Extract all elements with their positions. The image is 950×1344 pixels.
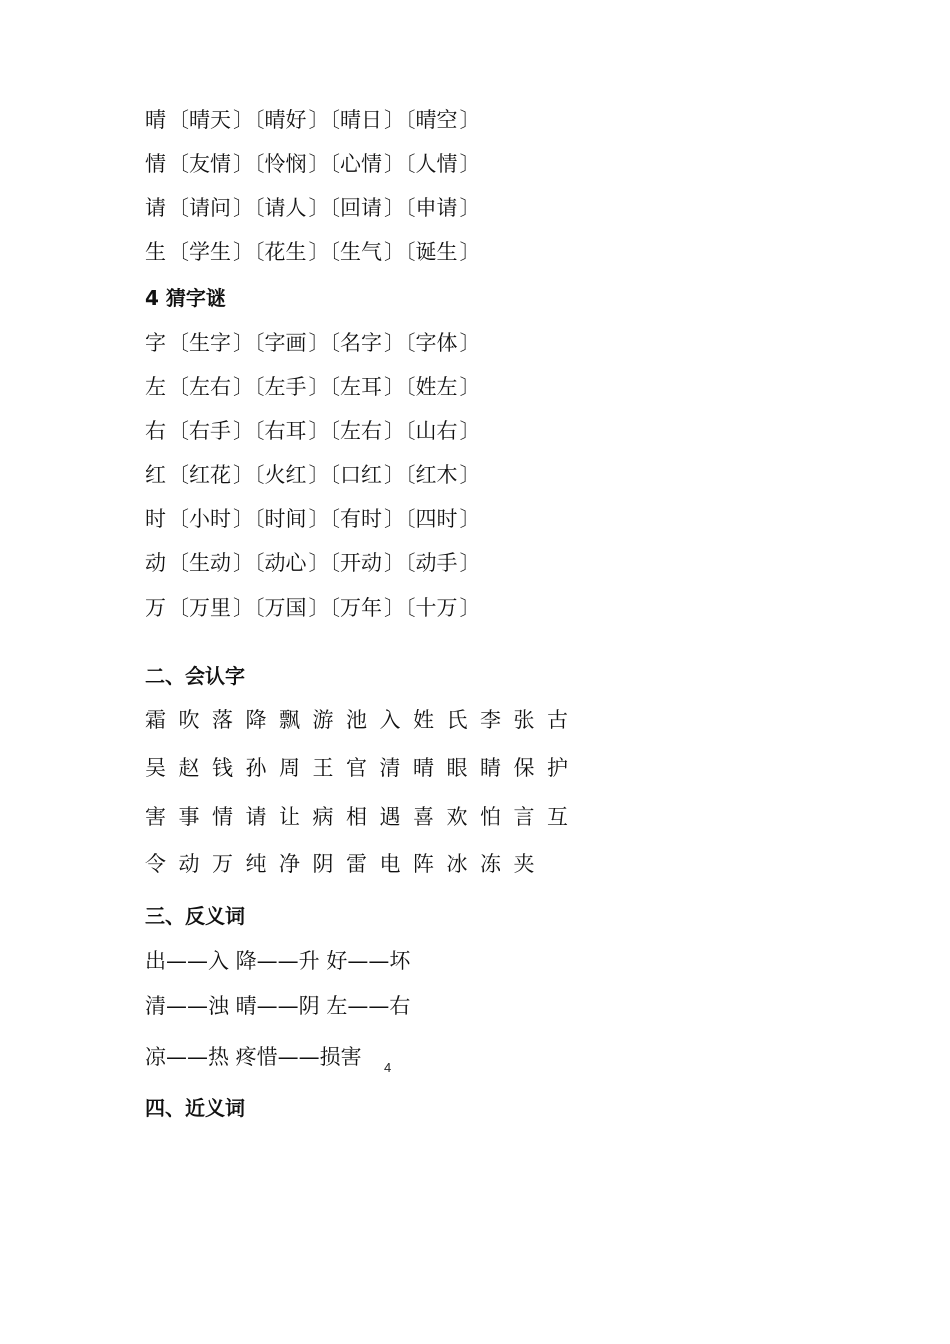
char: 雷 bbox=[346, 852, 367, 876]
char: 游 bbox=[312, 708, 334, 732]
char: 净 bbox=[279, 852, 300, 876]
char: 令 bbox=[145, 852, 166, 876]
antonym-line: 凉——热 疼惜——损害 bbox=[145, 1045, 362, 1069]
word: 生动 bbox=[189, 551, 231, 575]
word: 姓左 bbox=[415, 375, 458, 399]
char: 让 bbox=[279, 805, 300, 829]
word: 友情 bbox=[189, 152, 231, 176]
char: 古 bbox=[547, 708, 568, 732]
char: 请 bbox=[245, 805, 267, 829]
word: 开动 bbox=[340, 551, 382, 575]
char: 保 bbox=[513, 756, 535, 780]
char: 冻 bbox=[480, 852, 501, 876]
char: 姓 bbox=[413, 708, 434, 732]
char: 李 bbox=[480, 708, 501, 732]
row-char: 左 bbox=[145, 375, 166, 399]
word-row: 红〔红花〕〔火红〕〔口红〕〔红木〕 bbox=[145, 463, 481, 487]
char: 怕 bbox=[480, 805, 501, 829]
char: 纯 bbox=[245, 852, 267, 876]
word: 晴好 bbox=[264, 108, 307, 132]
char: 病 bbox=[312, 805, 334, 829]
char: 喜 bbox=[413, 805, 434, 829]
char: 眼 bbox=[446, 756, 468, 780]
word-row: 字〔生字〕〔字画〕〔名字〕〔字体〕 bbox=[145, 331, 481, 355]
word-row: 晴〔晴天〕〔晴好〕〔晴日〕〔晴空〕 bbox=[145, 108, 481, 132]
word: 心情 bbox=[340, 152, 382, 176]
word: 口红 bbox=[340, 463, 382, 487]
word-row: 时〔小时〕〔时间〕〔有时〕〔四时〕 bbox=[145, 507, 481, 531]
word: 万年 bbox=[340, 596, 382, 620]
row-char: 动 bbox=[145, 551, 166, 575]
char: 吹 bbox=[178, 708, 200, 732]
word: 动手 bbox=[415, 551, 458, 575]
word: 山右 bbox=[415, 419, 458, 443]
char: 夹 bbox=[513, 852, 535, 876]
row-char: 请 bbox=[145, 196, 166, 220]
char: 事 bbox=[178, 805, 200, 829]
word: 花生 bbox=[264, 240, 307, 264]
char: 电 bbox=[379, 852, 401, 876]
row-char: 时 bbox=[145, 507, 166, 531]
char: 落 bbox=[212, 708, 233, 732]
char-row bbox=[145, 803, 581, 831]
word-row: 右〔右手〕〔右耳〕〔左右〕〔山右〕 bbox=[145, 419, 481, 443]
word-row: 情〔友情〕〔怜悯〕〔心情〕〔人情〕 bbox=[145, 152, 481, 176]
row-char: 晴 bbox=[145, 108, 166, 132]
word-row: 左〔左右〕〔左手〕〔左耳〕〔姓左〕 bbox=[145, 375, 481, 399]
word-row: 请〔请问〕〔请人〕〔回请〕〔申请〕 bbox=[145, 196, 481, 220]
word: 右手 bbox=[189, 419, 231, 443]
row-char: 万 bbox=[145, 596, 166, 620]
char: 飘 bbox=[279, 708, 300, 732]
char: 欢 bbox=[446, 805, 468, 829]
section-heading-riddle: 4 猜字谜 bbox=[145, 286, 226, 310]
word: 生气 bbox=[340, 240, 382, 264]
section-heading-synonyms: 四、近义词 bbox=[145, 1096, 245, 1120]
word: 晴日 bbox=[340, 108, 382, 132]
char: 赵 bbox=[178, 756, 200, 780]
word: 小时 bbox=[189, 507, 231, 531]
row-char: 情 bbox=[145, 152, 166, 176]
char: 张 bbox=[513, 708, 535, 732]
char: 护 bbox=[547, 756, 568, 780]
char-row bbox=[145, 850, 547, 878]
section-heading-recognize: 二、会认字 bbox=[145, 664, 245, 688]
antonym-line: 清——浊 晴——阴 左——右 bbox=[145, 994, 411, 1018]
char: 冰 bbox=[446, 852, 468, 876]
word: 申请 bbox=[415, 196, 458, 220]
char: 睛 bbox=[480, 756, 501, 780]
char: 池 bbox=[346, 708, 367, 732]
word: 右耳 bbox=[264, 419, 307, 443]
char: 钱 bbox=[212, 756, 233, 780]
char-row bbox=[145, 754, 581, 782]
word: 请问 bbox=[189, 196, 231, 220]
word: 怜悯 bbox=[264, 152, 307, 176]
word: 生字 bbox=[189, 331, 231, 355]
word: 万里 bbox=[189, 596, 231, 620]
char: 氏 bbox=[446, 708, 468, 732]
char: 万 bbox=[212, 852, 233, 876]
char: 阵 bbox=[413, 852, 434, 876]
char: 王 bbox=[312, 756, 334, 780]
word: 四时 bbox=[415, 507, 458, 531]
word: 万国 bbox=[264, 596, 307, 620]
word-row: 生〔学生〕〔花生〕〔生气〕〔诞生〕 bbox=[145, 240, 481, 264]
word: 红木 bbox=[415, 463, 458, 487]
word: 晴天 bbox=[189, 108, 231, 132]
word: 有时 bbox=[340, 507, 382, 531]
word: 时间 bbox=[264, 507, 307, 531]
word: 字体 bbox=[415, 331, 458, 355]
word: 红花 bbox=[189, 463, 231, 487]
char: 言 bbox=[513, 805, 535, 829]
word: 左手 bbox=[264, 375, 307, 399]
row-char: 生 bbox=[145, 240, 166, 264]
word: 回请 bbox=[340, 196, 382, 220]
word: 人情 bbox=[415, 152, 458, 176]
word: 诞生 bbox=[415, 240, 458, 264]
char: 官 bbox=[346, 756, 367, 780]
char: 动 bbox=[178, 852, 200, 876]
char: 相 bbox=[346, 805, 367, 829]
char: 入 bbox=[379, 708, 401, 732]
word: 请人 bbox=[264, 196, 307, 220]
char: 害 bbox=[145, 805, 166, 829]
char: 吴 bbox=[145, 756, 166, 780]
char: 周 bbox=[279, 756, 300, 780]
antonym-line: 出——入 降——升 好——坏 bbox=[145, 949, 411, 973]
word: 十万 bbox=[415, 596, 458, 620]
char: 情 bbox=[212, 805, 233, 829]
word: 左耳 bbox=[340, 375, 382, 399]
char: 遇 bbox=[379, 805, 401, 829]
row-char: 右 bbox=[145, 419, 166, 443]
char: 霜 bbox=[145, 708, 166, 732]
section-heading-antonyms: 三、反义词 bbox=[145, 904, 245, 928]
word: 左右 bbox=[340, 419, 382, 443]
row-char: 字 bbox=[145, 331, 166, 355]
char: 孙 bbox=[245, 756, 267, 780]
char: 降 bbox=[245, 708, 267, 732]
word-row: 万〔万里〕〔万国〕〔万年〕〔十万〕 bbox=[145, 596, 481, 620]
word: 火红 bbox=[264, 463, 307, 487]
char-row bbox=[145, 706, 581, 734]
char: 阴 bbox=[312, 852, 334, 876]
row-char: 红 bbox=[145, 463, 166, 487]
char: 清 bbox=[379, 756, 401, 780]
char: 互 bbox=[547, 805, 568, 829]
word: 名字 bbox=[340, 331, 382, 355]
word: 学生 bbox=[189, 240, 231, 264]
word-row: 动〔生动〕〔动心〕〔开动〕〔动手〕 bbox=[145, 551, 481, 575]
word: 左右 bbox=[189, 375, 231, 399]
word: 晴空 bbox=[415, 108, 458, 132]
word: 字画 bbox=[264, 331, 307, 355]
page-number: 4 bbox=[384, 1060, 392, 1075]
word: 动心 bbox=[264, 551, 307, 575]
char: 晴 bbox=[413, 756, 434, 780]
